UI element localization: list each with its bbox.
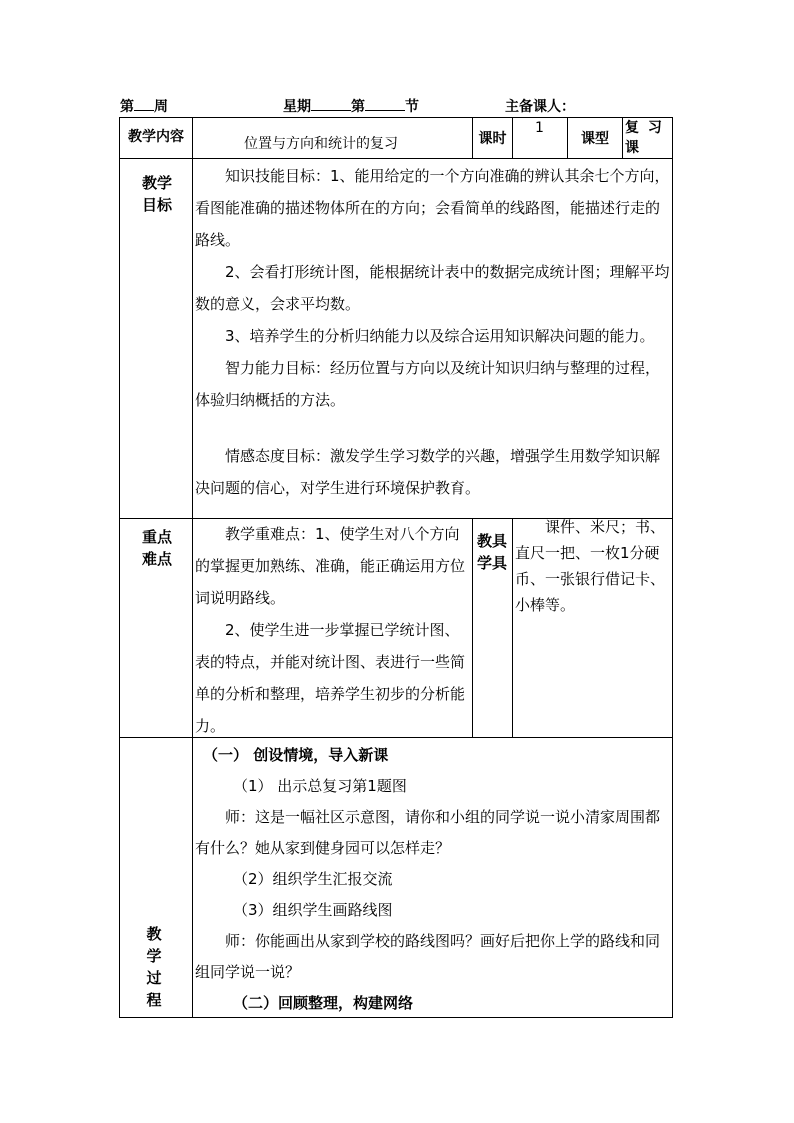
weekday-blank [311,96,351,111]
process-step-3: （3）组织学生画路线图 [233,901,393,919]
keypoint-directions: 教学重难点：1、使学生对八个方向的掌握更加熟练、准确，能正确运用方位词说明路线。 [195,525,466,607]
process-step-1: （1） 出示总复习第1题图 [233,777,407,795]
header-week [120,96,168,116]
header-weekday [283,96,419,116]
objectives-label: 教学目标 [141,174,172,214]
week-suffix: 周 [154,99,168,115]
header-preparer: 主备课人： [505,99,575,115]
keypoints-text [195,518,468,742]
objectives-text [195,160,670,504]
type-value: 复 习 课 [625,120,664,156]
objective-statistics: 2、会看打形统计图，能根据统计表中的数据完成统计图；理解平均数的意义，会求平均数。 [195,263,670,313]
tools-label: 教具学具 [476,532,507,572]
border-tools-right [512,518,513,738]
border-left [119,117,120,1018]
week-blank [134,96,154,111]
week-prefix: 第 [120,99,134,115]
border-label-col [192,117,193,1018]
process-teacher-2: 师：你能画出从家到学校的路线图吗？画好后把你上学的路线和同组同学说一说？ [195,932,661,981]
period-prefix: 第 [351,99,365,115]
process-section-2: （二）回顾整理，构建网络 [233,994,414,1012]
objective-emotion: 情感态度目标：激发学生学习数学的兴趣，增强学生用数学知识解决问题的信心，对学生进行环境保护教育。 [195,447,661,497]
border-hours-right [512,117,513,159]
type-label: 课型 [581,131,609,147]
border-type-right [622,117,623,159]
keypoint-statistics: 2、使学生进一步掌握已学统计图、表的特点，并能对统计图、表进行一些简单的分析和整理，培养学生初步的分析能力。 [195,621,466,735]
border-row1 [119,158,673,159]
border-tools-left [472,518,473,738]
objective-ability: 3、培养学生的分析归纳能力以及综合运用知识解决问题的能力。 [225,327,655,345]
border-top [119,117,673,118]
period-suffix: 节 [405,99,419,115]
keypoints-label: 重点难点 [141,528,172,568]
process-section-1: （一） 创设情境，导入新课 [203,746,389,764]
content-value: 位置与方向和统计的复习 [244,136,398,152]
tools-value: 课件、米尺；书、直尺一把、一枚1分硬币、一张银行借记卡、小棒等。 [515,518,666,614]
border-right [672,117,673,1018]
process-step-2: （2）组织学生汇报交流 [233,870,393,888]
period-blank [365,96,405,111]
weekday-label: 星期 [283,99,311,115]
hours-label: 课时 [478,131,507,147]
content-label: 教学内容 [128,129,184,145]
process-teacher-1: 师：这是一幅社区示意图，请你和小组的同学说一说小清家周围都有什么？她从家到健身园可以怎样走？ [195,808,661,857]
objective-knowledge: 知识技能目标：1、能用给定的一个方向准确的辨认其余七个方向，看图能准确的描述物体所在的方向；会看简单的线路图，能描述行走的路线。 [195,167,670,249]
hours-value: 1 [535,120,544,136]
objective-intellect: 智力能力目标：经历位置与方向以及统计知识归纳与整理的过程，体验归纳概括的方法。 [195,359,661,409]
process-text [195,740,670,1019]
process-label: 教学过程 [146,925,162,1009]
